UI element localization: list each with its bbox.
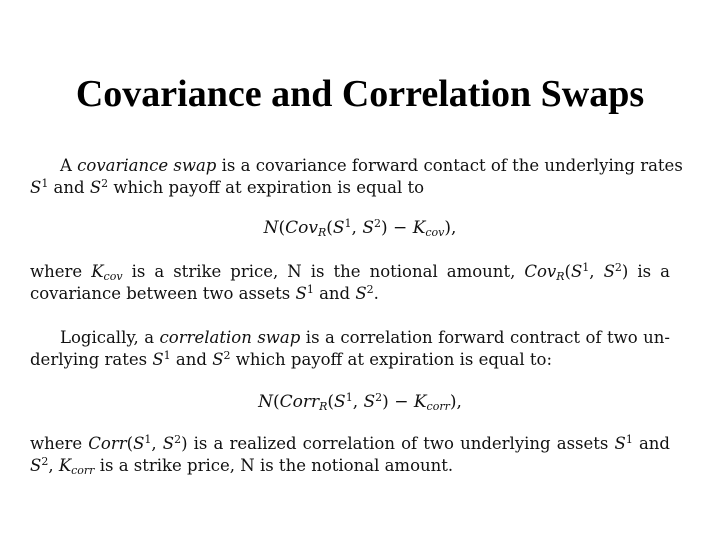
paragraph-1-line-1: A covariance swap is a covariance forward contact of the underlying rates [60, 156, 683, 175]
paragraph-4-line-2: $S^2$, $K_{corr}$ is a strike price, N is the notional amount. [30, 455, 454, 477]
paragraph-4-line-1: where $Corr(S^1$, $S^2$) is a realized correlation of two underlying assets $S^1$ and [30, 433, 670, 453]
paragraph-1-line-2: $S^1$ and $S^2$ which payoff at expiration is equal to [30, 177, 425, 197]
paragraph-2-line-2: covariance between two assets $S^1$ and $S^2$. [30, 283, 379, 303]
equation-correlation-payoff: $N(Corr_R(S^1$, $S^2) - K_{corr}$), [258, 391, 462, 413]
paragraph-2-line-1: where $K_{cov}$ is a strike price, N is the notional amount, $Cov_R(S^1$, $S^2$) is a [30, 261, 670, 283]
term-correlation-swap: correlation swap [159, 328, 301, 347]
paragraph-3-line-1: Logically, a correlation swap is a correlation forward contract of two un- [60, 328, 670, 347]
slide-title: Covariance and Correlation Swaps [75, 73, 645, 115]
equation-covariance-payoff: $N(Cov_R(S^1$, $S^2) - K_{cov}$), [263, 217, 457, 239]
term-covariance-swap: covariance swap [77, 156, 217, 175]
paragraph-3-line-2: derlying rates $S^1$ and $S^2$ which payoff at expiration is equal to: [30, 349, 553, 369]
